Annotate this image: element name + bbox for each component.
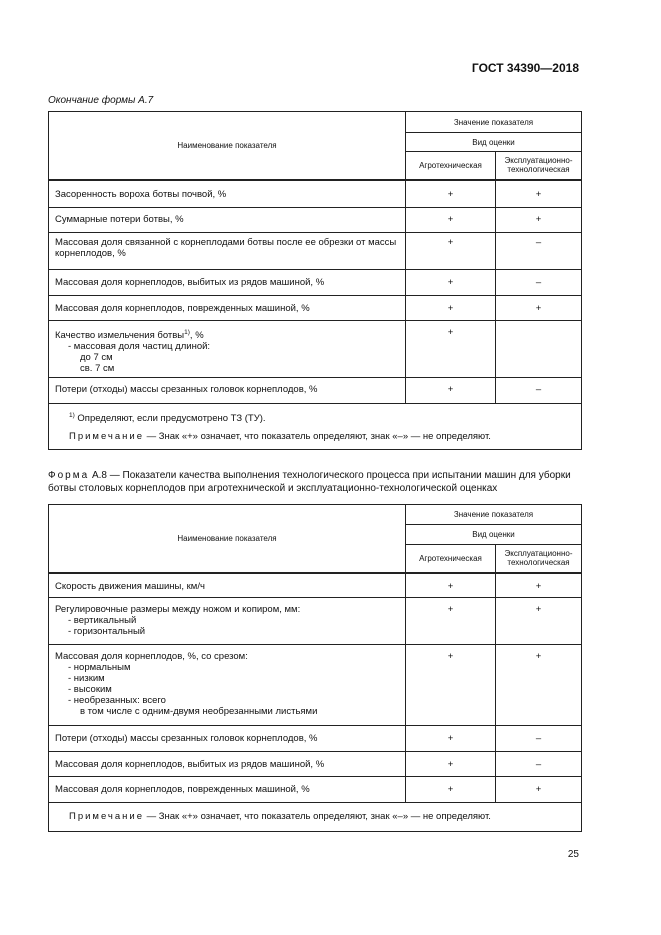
table-row: Массовая доля корнеплодов, поврежденных машиной, % + + — [49, 777, 582, 803]
table-row: Массовая доля связанной с корнеплодами ботвы после ее обрезки от массы корнеплодов, % + – — [49, 233, 582, 270]
note-label: Примечание — [69, 811, 144, 822]
header-agrotechnical: Агротехническая — [406, 545, 496, 573]
table-note-row — [49, 803, 582, 832]
table-row: Суммарные потери ботвы, % + + — [49, 208, 582, 233]
header-agrotechnical: Агротехническая — [406, 152, 496, 180]
table-row: Потери (отходы) массы срезанных головок корнеплодов, % + – — [49, 726, 582, 752]
table-row: Засоренность вороха ботвы почвой, % + + — [49, 180, 582, 208]
table-form-a7 — [48, 111, 582, 450]
table-row: Массовая доля корнеплодов, выбитых из рядов машиной, % + – — [49, 752, 582, 777]
table-row: Качество измельчения ботвы$^{1)}$, % - массовая доля частиц длиной: до 7 см св. 7 см + — [49, 321, 582, 378]
table-form-a8 — [48, 504, 582, 832]
header-assessment-kind: Вид оценки — [406, 133, 582, 152]
table-row: Массовая доля корнеплодов, поврежденных машиной, % + + — [49, 296, 582, 321]
header-indicator-name: Наименование показателя — [49, 112, 406, 180]
table-row: Скорость движения машины, км/ч + + — [49, 573, 582, 598]
page-number: 25 — [567, 849, 579, 860]
table-note: Примечание — Знак «+» означает, что показатель определяют, знак «–» — не определяют. — [69, 431, 491, 443]
document-code: ГОСТ 34390—2018 — [471, 61, 579, 75]
table-row: Массовая доля корнеплодов, %, со срезом: - нормальным - низким - высоким - необрезанных: всего в том числе с одним-двумя необрезанными листьями + + — [49, 645, 582, 726]
form-a8-title: Форма А.8 — Показатели качества выполнения технологического процесса при испытании машин для уборки ботвы столовых корнеплодов при агротехнической и эксплуатационно-технологической оценках — [48, 470, 571, 494]
footnote: $^{1)}$ Определяют, если предусмотрено ТЗ (ТУ). — [69, 412, 266, 425]
table-row: Потери (отходы) массы срезанных головок корнеплодов, % + – — [49, 378, 582, 404]
table-footnote-row — [49, 404, 582, 450]
table-caption: Окончание формы А.7 — [48, 95, 154, 106]
header-indicator-name: Наименование показателя — [49, 505, 406, 573]
header-indicator-value: Значение показателя — [406, 112, 582, 133]
table-row: Регулировочные размеры между ножом и копиром, мм: - вертикальный - горизонтальный + + — [49, 598, 582, 645]
header-operational: Эксплуатационно- технологическая — [496, 545, 582, 573]
note-text: — Знак «+» означает, что показатель определяют, знак «–» — не определяют. — [146, 811, 491, 822]
table-row: Массовая доля корнеплодов, выбитых из рядов машиной, % + – — [49, 270, 582, 296]
header-indicator-value: Значение показателя — [406, 505, 582, 525]
header-assessment-kind: Вид оценки — [406, 525, 582, 545]
header-operational: Эксплуатационно- технологическая — [496, 152, 582, 180]
